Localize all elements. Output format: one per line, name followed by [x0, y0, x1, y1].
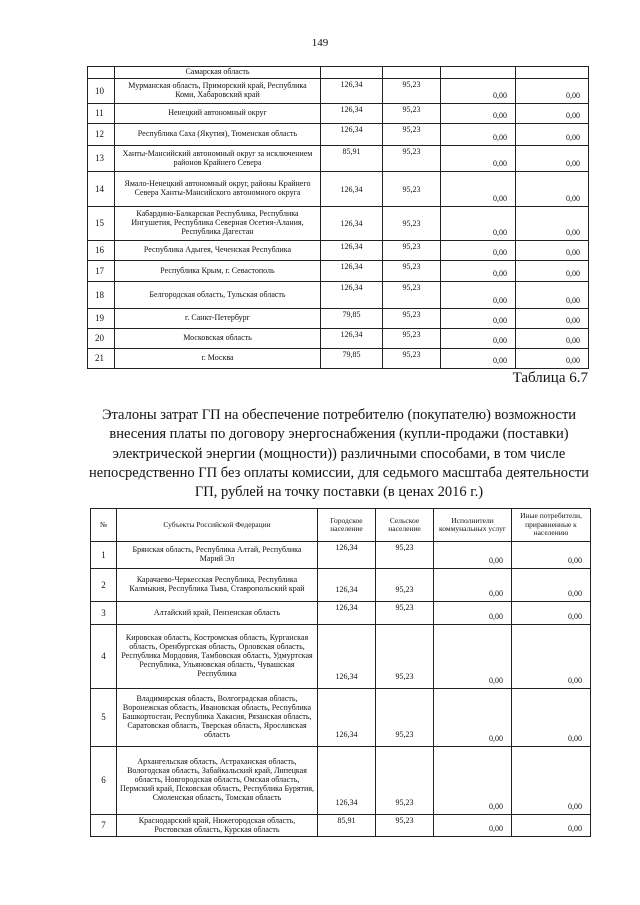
row-utilities: 0,00: [434, 542, 512, 569]
header-num: №: [91, 509, 117, 542]
row-number: 19: [88, 309, 115, 329]
row-subject: Владимирская область, Волгоградская область, Воронежская область, Ивановская область, Республика Башкортостан, Республика Хакасия, Рязанская область, Саратовская область, Тверская область, Ярославская область: [117, 689, 318, 747]
table-row: [88, 79, 589, 104]
row-utilities: 0,00: [441, 241, 516, 261]
row-other: 0,00: [512, 542, 591, 569]
top-tariff-table: [87, 66, 589, 369]
table-row: [88, 261, 589, 282]
header-city: Городское население: [318, 509, 376, 542]
table-row: [88, 104, 589, 124]
table-row: [91, 542, 591, 569]
row-city: 79,85: [321, 349, 383, 369]
table-header-row: [91, 509, 591, 542]
row-subject: Московская область: [115, 329, 321, 349]
row-utilities: 0,00: [434, 747, 512, 815]
row-rural: 95,23: [376, 602, 434, 625]
row-number: 14: [88, 172, 115, 207]
row-other: 0,00: [516, 261, 589, 282]
table-row: [91, 747, 591, 815]
row-city: 126,34: [321, 104, 383, 124]
row-utilities: 0,00: [434, 569, 512, 602]
row-other: 0,00: [516, 309, 589, 329]
row-subject: Ямало-Ненецкий автономный округ, районы Крайнего Севера Ханты-Мансийского автономного округа: [115, 172, 321, 207]
header-subject: Субъекты Российской Федерации: [117, 509, 318, 542]
row-number: 15: [88, 207, 115, 241]
row-subject: Мурманская область, Приморский край, Республика Коми, Хабаровский край: [115, 79, 321, 104]
row-utilities: 0,00: [441, 172, 516, 207]
row-utilities: 0,00: [441, 282, 516, 309]
row-rural: 95,23: [383, 124, 441, 146]
row-number: 3: [91, 602, 117, 625]
row-subject: Белгородская область, Тульская область: [115, 282, 321, 309]
table-row: [91, 815, 591, 837]
row-number: 7: [91, 815, 117, 837]
row-city: 126,34: [318, 625, 376, 689]
row-subject: Кабардино-Балкарская Республика, Республика Ингушетия, Республика Северная Осетия-Алания, Республика Дагестан: [115, 207, 321, 241]
row-number: 16: [88, 241, 115, 261]
row-other: 0,00: [516, 79, 589, 104]
table-row: [88, 349, 589, 369]
row-city: 126,34: [321, 207, 383, 241]
row-city: 126,34: [321, 79, 383, 104]
row-other: 0,00: [516, 124, 589, 146]
row-utilities: 0,00: [441, 79, 516, 104]
row-utilities: 0,00: [434, 689, 512, 747]
row-number: 11: [88, 104, 115, 124]
row-city: 126,34: [318, 602, 376, 625]
row-city: 126,34: [321, 282, 383, 309]
row-other: 0,00: [512, 747, 591, 815]
row-subject: Архангельская область, Астраханская область, Вологодская область, Забайкальский край, Липецкая область, Новгородская область, Омская область, Пермский край, Псковская область, Республика Бурятия, Смоленская область, Томская область: [117, 747, 318, 815]
row-subject: Республика Адыгея, Чеченская Республика: [115, 241, 321, 261]
table-row: [91, 602, 591, 625]
header-utilities: Исполнители коммунальных услуг: [434, 509, 512, 542]
row-number: 1: [91, 542, 117, 569]
row-other: 0,00: [512, 569, 591, 602]
row-city: 85,91: [321, 146, 383, 172]
row-utilities: 0,00: [434, 815, 512, 837]
row-rural: 95,23: [383, 146, 441, 172]
document-title: Эталоны затрат ГП на обеспечение потребителю (покупателю) возможности внесения платы по договору энергоснабжения (купли-продажи (поставки) электрической энергии (мощности)) различными способами, в том числе непосредственно ГП без оплаты комиссии, для седьмого масштаба деятельности ГП, рублей на точку поставки (в ценах 2016 г.): [89, 407, 589, 501]
row-other: 0,00: [516, 146, 589, 172]
row-subject: Брянская область, Республика Алтай, Республика Марий Эл: [117, 542, 318, 569]
row-number: 6: [91, 747, 117, 815]
row-rural: 95,23: [383, 309, 441, 329]
table-row: [88, 282, 589, 309]
row-city: 126,34: [318, 542, 376, 569]
row-other: 0,00: [516, 172, 589, 207]
row-subject: г. Москва: [115, 349, 321, 369]
row-other: 0,00: [516, 282, 589, 309]
row-rural: 95,23: [376, 747, 434, 815]
row-subject: Республика Крым, г. Севастополь: [115, 261, 321, 282]
table-row: [88, 241, 589, 261]
row-number: 17: [88, 261, 115, 282]
row-rural: 95,23: [376, 569, 434, 602]
row-other: 0,00: [516, 207, 589, 241]
row-other: 0,00: [516, 241, 589, 261]
header-rural: Сельское население: [376, 509, 434, 542]
row-utilities: 0,00: [441, 261, 516, 282]
tariff-table-7: [90, 508, 591, 837]
row-number: 20: [88, 329, 115, 349]
row-utilities: 0,00: [441, 329, 516, 349]
row-utilities: 0,00: [441, 207, 516, 241]
row-utilities: 0,00: [441, 349, 516, 369]
row-other: 0,00: [512, 625, 591, 689]
row-rural: 95,23: [376, 689, 434, 747]
row-subject: г. Санкт-Петербург: [115, 309, 321, 329]
table-row: [91, 689, 591, 747]
table-caption: Таблица 6.7: [512, 370, 588, 386]
row-other: 0,00: [516, 349, 589, 369]
row-rural: 95,23: [376, 542, 434, 569]
row-rural: 95,23: [383, 261, 441, 282]
row-other: 0,00: [516, 329, 589, 349]
row-city: 126,34: [318, 689, 376, 747]
row-city: 126,34: [318, 747, 376, 815]
row-city: 126,34: [321, 261, 383, 282]
row-rural: 95,23: [383, 282, 441, 309]
row-subject: Ненецкий автономный округ: [115, 104, 321, 124]
row-rural: 95,23: [383, 79, 441, 104]
row-subject: Ханты-Мансийский автономный округ за исключением районов Крайнего Севера: [115, 146, 321, 172]
region-header: Самарская область: [115, 67, 321, 79]
row-city: 85,91: [318, 815, 376, 837]
table-row: [88, 146, 589, 172]
row-rural: 95,23: [376, 815, 434, 837]
row-subject: Кировская область, Костромская область, Курганская область, Оренбургская область, Орловская область, Республика Мордовия, Тамбовская область, Удмуртская Республика, Ульяновская область, Чувашская Республика: [117, 625, 318, 689]
row-city: 126,34: [318, 569, 376, 602]
row-number: 4: [91, 625, 117, 689]
row-rural: 95,23: [383, 172, 441, 207]
table-row: [88, 207, 589, 241]
row-utilities: 0,00: [441, 146, 516, 172]
row-other: 0,00: [512, 602, 591, 625]
table-row: [88, 309, 589, 329]
row-subject: Краснодарский край, Нижегородская область, Ростовская область, Курская область: [117, 815, 318, 837]
row-city: 126,34: [321, 172, 383, 207]
row-subject: Карачаево-Черкесская Республика, Республика Калмыкия, Республика Тыва, Ставропольский край: [117, 569, 318, 602]
row-city: 126,34: [321, 241, 383, 261]
row-number: 2: [91, 569, 117, 602]
row-rural: 95,23: [383, 207, 441, 241]
row-number: 13: [88, 146, 115, 172]
row-utilities: 0,00: [434, 602, 512, 625]
row-city: 79,85: [321, 309, 383, 329]
row-subject: Алтайский край, Пензенская область: [117, 602, 318, 625]
row-number: 5: [91, 689, 117, 747]
page-number: 149: [311, 37, 329, 49]
row-utilities: 0,00: [434, 625, 512, 689]
table-row: [91, 569, 591, 602]
table-row: [88, 124, 589, 146]
row-rural: 95,23: [383, 241, 441, 261]
row-utilities: 0,00: [441, 104, 516, 124]
table-row: [88, 172, 589, 207]
row-city: 126,34: [321, 329, 383, 349]
table-row-region: [88, 67, 589, 79]
header-other: Иные потребители, приравненные к населению: [512, 509, 591, 542]
row-utilities: 0,00: [441, 309, 516, 329]
row-rural: 95,23: [383, 329, 441, 349]
row-subject: Республика Саха (Якутия), Тюменская область: [115, 124, 321, 146]
row-number: 21: [88, 349, 115, 369]
row-number: 12: [88, 124, 115, 146]
row-other: 0,00: [512, 689, 591, 747]
table-row: [91, 625, 591, 689]
row-rural: 95,23: [383, 104, 441, 124]
row-other: 0,00: [512, 815, 591, 837]
row-city: 126,34: [321, 124, 383, 146]
row-number: 18: [88, 282, 115, 309]
row-rural: 95,23: [376, 625, 434, 689]
row-utilities: 0,00: [441, 124, 516, 146]
row-other: 0,00: [516, 104, 589, 124]
row-number: 10: [88, 79, 115, 104]
table-row: [88, 329, 589, 349]
row-rural: 95,23: [383, 349, 441, 369]
